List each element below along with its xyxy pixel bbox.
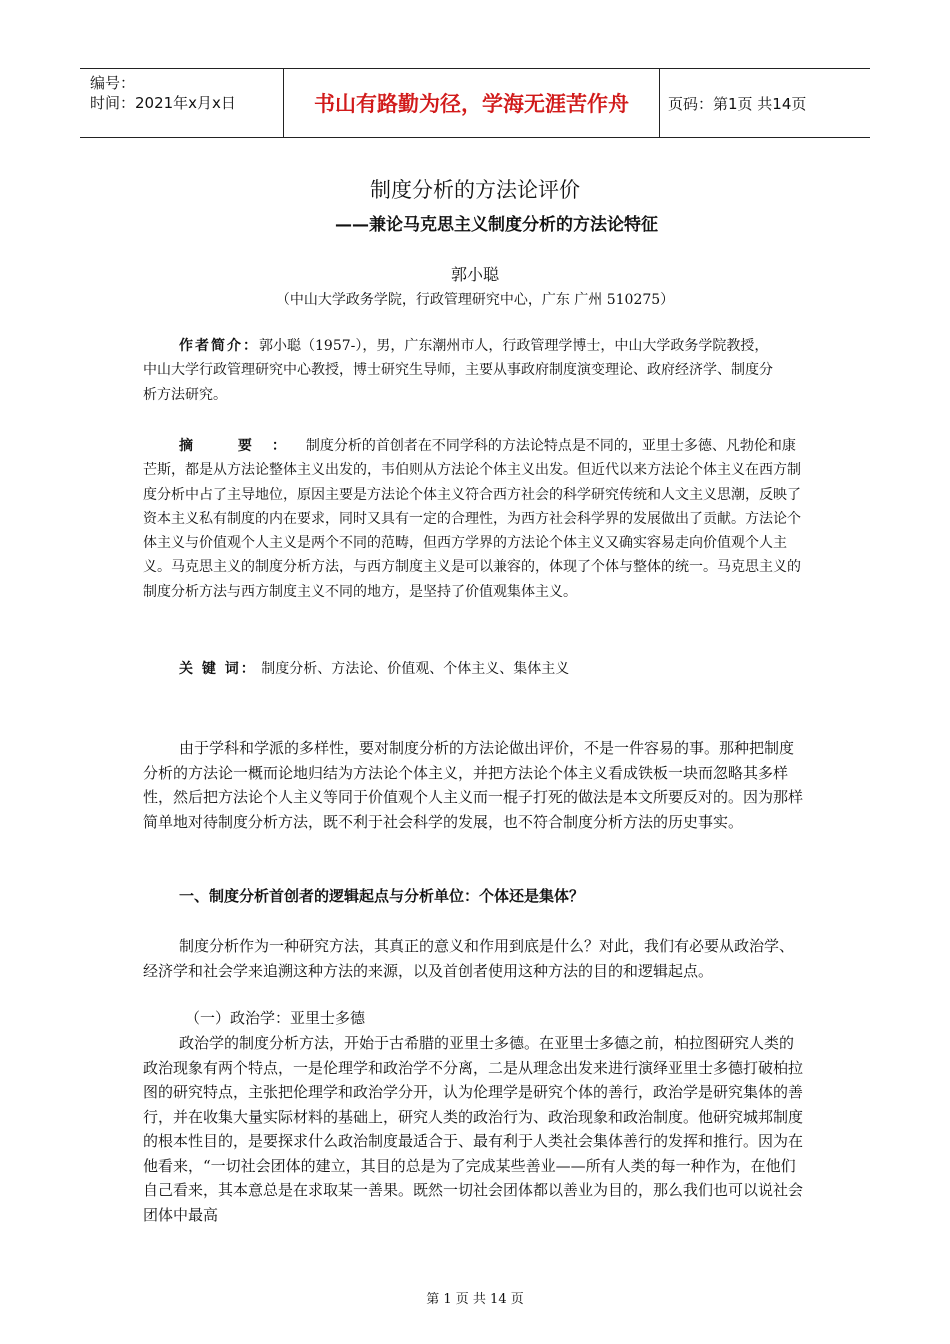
motto: 书山有路勤为径，学海无涯苦作舟	[283, 69, 660, 137]
intro-label: 作者简介：	[179, 338, 259, 354]
author-name: 郭小聪	[450, 265, 499, 284]
date-text: 时间：2021年x月x日	[90, 94, 236, 112]
paragraph-3: 政治学的制度分析方法，开始于古希腊的亚里士多德。在亚里士多德之前，柏拉图研究人类的政治现象有两个特点，一是伦理学和政治学不分离，二是从理念出发来进行演绎亚里士多德打破柏拉图的研究特点，主张把伦理学和政治学分开，认为伦理学是研究个体的善行，政治学是研究集体的善行，并在收集大量实际材料的基础上，研究人类的政治行为、政治现象和政治制度。他研究城邦制度的根本性目的，是要探求什么政治制度最适合于、最有利于人类社会集体善行的发挥和推行。因为在他看来，“一切社会团体的建立，其目的总是为了完成某些善业——所有人类的每一种作为，在他们自己看来，其本意总是在求取某一善果。既然一切社会团体都以善业为目的，那么我们也可以说社会团体中最高	[143, 1034, 804, 1224]
keywords-label: 关 键 词：	[179, 661, 257, 677]
author-affiliation: （中山大学政务学院，行政管理研究中心，广东 广州 510275）	[275, 292, 675, 308]
keywords-text: 制度分析、方法论、价值观、个体主义、集体主义	[261, 661, 570, 677]
header-left	[90, 73, 285, 113]
abstract-label: 摘 要：	[179, 438, 306, 454]
paragraph-2: 制度分析作为一种研究方法，其真正的意义和作用到底是什么？对此，我们有必要从政治学、经济学和社会学来追溯这种方法的来源，以及首创者使用这种方法的目的和逻辑起点。	[143, 937, 795, 980]
page-footer: 第 1 页 共 14 页	[426, 1292, 524, 1307]
code-label: 编号：	[90, 74, 136, 92]
section-heading-1: 一、制度分析首创者的逻辑起点与分析单位：个体还是集体？	[179, 887, 585, 905]
abstract-text: 制度分析的首创者在不同学科的方法论特点是不同的，亚里士多德、凡勃伦和康芒斯，都是从方法论整体主义出发的，韦伯则从方法论个体主义出发。但近代以来方法论个体主义在西方制度分析中占了主导地位，原因主要是方法论个体主义符合西方社会的科学研究传统和人文主义思潮，反映了资本主义私有制度的内在要求，同时又具有一定的合理性，为西方社会科学界的发展做出了贡献。方法论个体主义与价值观个人主义是两个不同的范畴，但西方学界的方法论个体主义又确实容易走向价值观个人主义。马克思主义的制度分析方法，与西方制度主义是可以兼容的，体现了个体与整体的统一。马克思主义的制度分析方法与西方制度主义不同的地方，是坚持了价值观集体主义。	[143, 438, 801, 600]
article-title: 制度分析的方法论评价	[370, 178, 580, 202]
page-header	[80, 68, 870, 138]
page-info: 页码：第1页 共14页	[668, 95, 807, 113]
subsection-heading-1: （一）政治学：亚里士多德	[185, 1009, 366, 1027]
article-subtitle: ——兼论马克思主义制度分析的方法论特征	[335, 215, 658, 235]
keywords	[179, 657, 779, 681]
intro-text: 郭小聪（1957-），男，广东潮州市人，行政管理学博士，中山大学政务学院教授，中山大学行政管理研究中心教授，博士研究生导师，主要从事政府制度演变理论、政府经济学、制度分析方法研究。	[143, 338, 773, 403]
abstract	[143, 434, 808, 604]
paragraph-1: 由于学科和学派的多样性，要对制度分析的方法论做出评价，不是一件容易的事。那种把制度分析的方法论一概而论地归结为方法论个体主义，并把方法论个体主义看成铁板一块而忽略其多样性，然后把方法论个人主义等同于价值观个人主义而一棍子打死的做法是本文所要反对的。因为那样简单地对待制度分析方法，既不利于社会科学的发展，也不符合制度分析方法的历史事实。	[143, 739, 804, 831]
author-intro	[143, 334, 773, 407]
